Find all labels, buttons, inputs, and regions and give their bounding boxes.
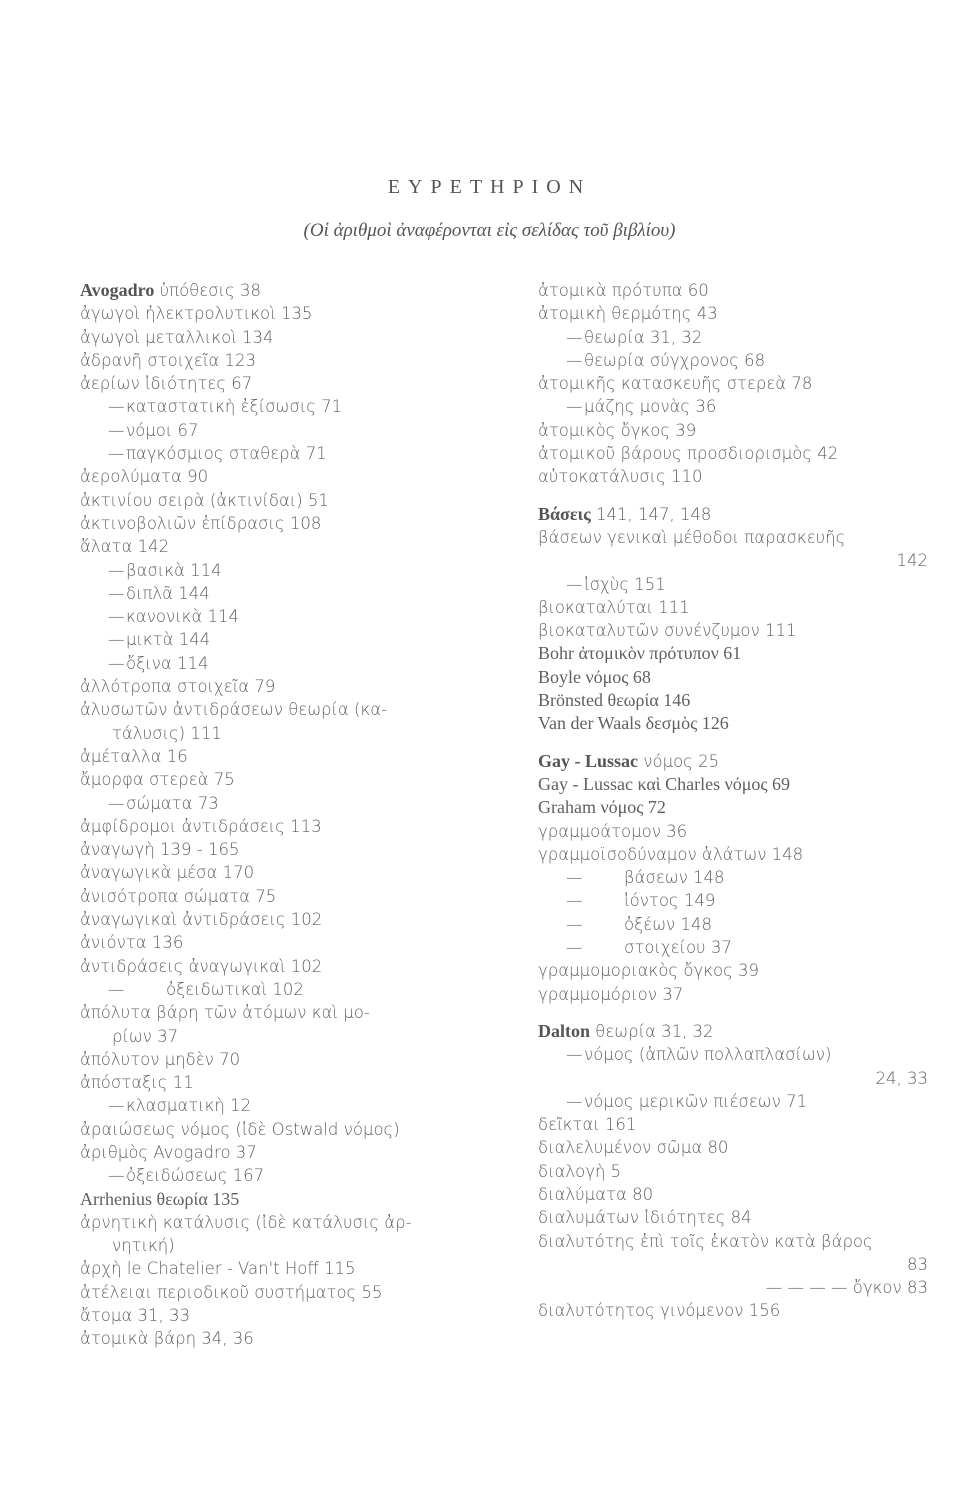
- index-entry-text: 83: [907, 1254, 928, 1274]
- index-entry-text: Gay - Lussac νόμος 25: [538, 750, 720, 771]
- index-entry: [538, 1206, 928, 1229]
- index-entry: [80, 628, 485, 651]
- index-entry: [80, 442, 485, 465]
- index-entry-text: ἀκτινίου σειρὰ (ἀκτινίδαι) 51: [80, 490, 329, 510]
- dash-marker: —: [108, 630, 125, 650]
- index-entry-text: μάζης μονὰς 36: [584, 397, 717, 417]
- index-entry-text: τάλυσις) 111: [112, 723, 222, 743]
- index-entry-text: νητική): [112, 1236, 175, 1256]
- index-entry: [538, 1113, 928, 1136]
- dash-marker: —: [108, 397, 125, 417]
- index-entry: [80, 792, 485, 815]
- index-entry-text: βιοκαταλυτῶν συνένζυμον 111: [538, 621, 797, 641]
- index-entry: [538, 1230, 928, 1253]
- index-entry: [80, 698, 485, 721]
- index-entry: [538, 1299, 928, 1322]
- dash-marker: —: [566, 574, 583, 594]
- index-entry-text: κανονικὰ 114: [126, 607, 240, 627]
- index-entry-text: Boyle νόμος 68: [538, 666, 651, 687]
- index-entry-text: ἰσχὺς 151: [584, 574, 666, 594]
- index-entry: [80, 535, 485, 558]
- index-entry-text: ἀτομικῆς κατασκευῆς στερεὰ 78: [538, 374, 813, 394]
- index-entry: [80, 605, 485, 628]
- page-subtitle: (Οἱ ἀριθμοὶ ἀναφέρονται εἰς σελίδας τοῦ βιβλίου): [303, 220, 676, 241]
- index-entry-text: ἀτομικὸς ὄγκος 39: [538, 420, 697, 440]
- index-entry-text: διαλυτότης ἐπὶ τοῖς ἑκατὸν κατὰ βάρος: [538, 1231, 873, 1251]
- index-entry-text: ὀξειδωτικαὶ 102: [166, 979, 304, 999]
- index-entry: [80, 815, 485, 838]
- index-entry: [80, 955, 485, 978]
- index-entry: [80, 1257, 485, 1280]
- index-entry: [538, 796, 928, 819]
- index-entry: [538, 913, 928, 936]
- index-entry-text: Gay - Lussac καὶ Charles νόμος 69: [538, 773, 791, 794]
- index-entry: [538, 395, 928, 418]
- index-entry-text: ἀτομικὰ βάρη 34, 36: [80, 1329, 254, 1349]
- index-entry: [80, 1001, 485, 1024]
- index-entry-text: γραμμομόριον 37: [538, 984, 684, 1004]
- index-entry: [538, 1043, 928, 1066]
- index-entry: [80, 838, 485, 861]
- index-entry-text: — — — — ὄγκον 83: [765, 1278, 928, 1298]
- index-entry: [538, 419, 928, 442]
- index-entry-text: Dalton θεωρία 31, 32: [538, 1020, 714, 1041]
- index-entry-text: ἀερολύματα 90: [80, 467, 209, 487]
- index-entry-text: ἀναγωγικὰ μέσα 170: [80, 863, 255, 883]
- index-entry: [538, 596, 928, 619]
- index-entry-text: καταστατικὴ ἐξίσωσις 71: [126, 397, 343, 417]
- index-entry: [538, 712, 928, 735]
- dash-marker: —: [108, 583, 125, 603]
- index-entry: [80, 1048, 485, 1071]
- dash-marker: —: [566, 891, 583, 911]
- index-entry-text: Brönsted θεωρία 146: [538, 690, 691, 711]
- index-entry-text: βάσεων γενικαὶ μέθοδοι παρασκευῆς: [538, 527, 846, 547]
- index-entry-text: ἀτομικοῦ βάρους προσδιορισμὸς 42: [538, 444, 839, 464]
- index-entry-text: ἀτομικὴ θερμότης 43: [538, 304, 718, 324]
- dash-marker: —: [566, 327, 583, 347]
- index-entry: [538, 666, 928, 689]
- index-entry: [538, 279, 928, 302]
- dash-marker: —: [566, 1091, 583, 1111]
- index-entry-text: ὄξινα 114: [126, 653, 209, 673]
- index-entry: [80, 1164, 485, 1187]
- dash-marker: —: [566, 914, 583, 934]
- index-entry: [80, 745, 485, 768]
- dash-marker: —: [108, 979, 125, 999]
- index-entry: [538, 689, 928, 712]
- index-entry-text: βάσεων 148: [624, 868, 725, 888]
- dash-marker: —: [108, 560, 125, 580]
- index-entry-text: ἀλυσωτῶν ἀντιδράσεων θεωρία (κα-: [80, 700, 388, 720]
- index-entry-text: Van der Waals δεσμὸς 126: [538, 713, 729, 734]
- index-entry: [538, 1020, 928, 1043]
- index-entry: [538, 573, 928, 596]
- index-entry: [538, 1136, 928, 1159]
- index-entry-text: 142: [896, 551, 928, 571]
- index-entry: [538, 936, 928, 959]
- index-entry: [80, 652, 485, 675]
- index-entry-text: ὀξέων 148: [624, 914, 712, 934]
- dash-marker: —: [108, 653, 125, 673]
- index-entry-text: ἀπόλυτα βάρη τῶν ἀτόμων καὶ μο-: [80, 1003, 370, 1023]
- index-column-left: [80, 279, 485, 1351]
- index-entry-text: νόμος μερικῶν πιέσεων 71: [584, 1091, 808, 1111]
- index-entry: [538, 349, 928, 372]
- dash-marker: —: [566, 938, 583, 958]
- index-entry-text: ἀγωγοὶ μεταλλικοὶ 134: [80, 327, 274, 347]
- index-entry: [538, 773, 928, 796]
- index-entry-text: ἀντιδράσεις ἀναγωγικαὶ 102: [80, 956, 323, 976]
- index-entry-text: ἀμφίδρομοι ἀντιδράσεις 113: [80, 816, 322, 836]
- index-entry: [80, 559, 485, 582]
- index-entry: [538, 866, 928, 889]
- index-entry-text: αὐτοκατάλυσις 110: [538, 467, 703, 487]
- index-entry-text: νόμος (ἁπλῶν πολλαπλασίων): [584, 1045, 832, 1065]
- index-entry: [538, 642, 928, 665]
- index-entry: [538, 372, 928, 395]
- index-entry: [538, 503, 928, 526]
- index-entry-text: διαλελυμένον σῶμα 80: [538, 1138, 729, 1158]
- index-entry: [538, 326, 928, 349]
- dash-marker: —: [108, 420, 125, 440]
- dash-marker: —: [108, 444, 125, 464]
- index-entry-text: ἀτομικὰ πρότυπα 60: [538, 281, 709, 300]
- index-entry: [80, 465, 485, 488]
- index-entry-text: στοιχείου 37: [624, 938, 732, 958]
- dash-marker: —: [566, 1045, 583, 1065]
- index-entry-text: παγκόσμιος σταθερὰ 71: [126, 444, 327, 464]
- index-entry-text: σώματα 73: [126, 793, 219, 813]
- index-entry: [80, 349, 485, 372]
- index-entry: [80, 419, 485, 442]
- index-entry: [80, 1281, 485, 1304]
- index-entry: [538, 1090, 928, 1113]
- dash-marker: —: [566, 397, 583, 417]
- index-entry: [80, 1188, 485, 1211]
- index-entry-text: γραμμοάτομον 36: [538, 821, 688, 841]
- index-entry: [80, 489, 485, 512]
- index-entry-text: διαλυμάτων ἰδιότητες 84: [538, 1208, 752, 1228]
- index-entry: [538, 619, 928, 642]
- index-entry: [80, 1327, 485, 1350]
- index-column-right: [538, 279, 928, 1323]
- dash-marker: —: [108, 1096, 125, 1116]
- dash-marker: —: [566, 350, 583, 370]
- index-entry: [80, 1118, 485, 1141]
- index-entry: [80, 978, 485, 1001]
- index-entry: [80, 931, 485, 954]
- index-entry: [80, 885, 485, 908]
- index-entry: [80, 768, 485, 791]
- index-entry: [538, 1160, 928, 1183]
- index-entry-text: ἀτέλειαι περιοδικοῦ συστήματος 55: [80, 1282, 383, 1302]
- index-entry: [538, 750, 928, 773]
- index-entry: [80, 1211, 485, 1234]
- index-entry-text: ἀμέταλλα 16: [80, 746, 188, 766]
- index-entry-text: ἀπόλυτον μηδὲν 70: [80, 1049, 241, 1069]
- index-entry-text: Βάσεις 141, 147, 148: [538, 503, 712, 524]
- index-entry: [538, 1067, 928, 1090]
- index-entry-text: ἀναγωγὴ 139 - 165: [80, 840, 240, 860]
- index-entry-text: ἰόντος 149: [624, 891, 716, 911]
- index-entry: [80, 675, 485, 698]
- index-entry-text: δεῖκται 161: [538, 1115, 637, 1135]
- index-entry-text: διαλογὴ 5: [538, 1161, 622, 1181]
- index-entry-text: Bohr ἀτομικὸν πρότυπον 61: [538, 643, 742, 664]
- index-entry-text: ἀνισότροπα σώματα 75: [80, 886, 277, 906]
- index-entry-text: διαλύματα 80: [538, 1184, 654, 1204]
- index-entry: [80, 302, 485, 325]
- index-entry-text: ἄμορφα στερεὰ 75: [80, 770, 235, 790]
- index-entry: [538, 889, 928, 912]
- index-entry-text: ἀριθμὸς Avogadro 37: [80, 1142, 257, 1162]
- index-entry: [538, 983, 928, 1006]
- index-entry: [80, 722, 485, 745]
- index-entry-text: ἀνιόντα 136: [80, 933, 184, 953]
- index-entry-text: Arrhenius θεωρία 135: [80, 1188, 240, 1209]
- index-entry-text: ἀπόσταξις 11: [80, 1073, 194, 1093]
- index-entry-text: γραμμομοριακὸς ὄγκος 39: [538, 961, 760, 981]
- index-entry-text: ἀερίων ἰδιότητες 67: [80, 374, 253, 394]
- index-entry: [80, 372, 485, 395]
- index-entry: [538, 1276, 928, 1299]
- index-entry-text: γραμμοϊσοδύναμον ἁλάτων 148: [538, 844, 804, 864]
- index-entry-text: ἀγωγοὶ ἠλεκτρολυτικοὶ 135: [80, 304, 313, 324]
- index-entry-text: 24, 33: [875, 1068, 928, 1088]
- index-entry-text: Avogadro ὑπόθεσις 38: [80, 280, 261, 300]
- index-entry: [80, 395, 485, 418]
- index-entry: [538, 1253, 928, 1276]
- dash-marker: —: [108, 607, 125, 627]
- index-entry: [538, 549, 928, 572]
- index-entry-text: ρίων 37: [112, 1026, 179, 1046]
- index-entry-text: θεωρία σύγχρονος 68: [584, 350, 766, 370]
- index-entry-text: βιοκαταλύται 111: [538, 597, 690, 617]
- index-entry: [538, 959, 928, 982]
- index-entry-text: ἅλατα 142: [80, 537, 170, 557]
- index-entry-text: διαλυτότητος γινόμενον 156: [538, 1301, 781, 1321]
- index-entry: [538, 302, 928, 325]
- index-entry-text: ἀραιώσεως νόμος (ἰδὲ Ostwald νόμος): [80, 1119, 400, 1139]
- index-entry-text: ἄτομα 31, 33: [80, 1306, 191, 1326]
- index-entry: [80, 1304, 485, 1327]
- index-entry: [80, 1234, 485, 1257]
- index-entry-text: ἀναγωγικαὶ ἀντιδράσεις 102: [80, 910, 323, 930]
- page-title: ΕΥΡΕΤΗΡΙΟΝ: [387, 176, 592, 198]
- index-entry: [538, 820, 928, 843]
- index-entry: [80, 1071, 485, 1094]
- index-entry-text: κλασματικὴ 12: [126, 1096, 252, 1116]
- index-entry: [538, 526, 928, 549]
- index-entry: [80, 1094, 485, 1117]
- index-entry: [80, 1025, 485, 1048]
- index-entry-text: Graham νόμος 72: [538, 797, 666, 818]
- index-entry: [80, 582, 485, 605]
- index-entry: [538, 843, 928, 866]
- index-entry-text: ἀλλότροπα στοιχεῖα 79: [80, 677, 276, 697]
- index-entry-text: νόμοι 67: [126, 420, 199, 440]
- index-entry: [80, 1141, 485, 1164]
- dash-marker: —: [566, 868, 583, 888]
- index-entry-text: ὀξειδώσεως 167: [126, 1166, 265, 1186]
- index-entry: [80, 512, 485, 535]
- index-entry-text: μικτὰ 144: [126, 630, 211, 650]
- index-entry: [538, 1183, 928, 1206]
- index-entry-text: ἀρχὴ le Chatelier - Van't Hoff 115: [80, 1259, 356, 1279]
- index-entry-text: ἀκτινοβολιῶν ἐπίδρασις 108: [80, 513, 322, 533]
- index-entry: [538, 442, 928, 465]
- index-entry-text: ἀρνητικὴ κατάλυσις (ἰδὲ κατάλυσις ἀρ-: [80, 1212, 412, 1232]
- index-entry-text: διπλᾶ 144: [126, 583, 210, 603]
- index-entry: [80, 279, 485, 302]
- index-entry: [538, 465, 928, 488]
- index-entry-text: θεωρία 31, 32: [584, 327, 703, 347]
- dash-marker: —: [108, 1166, 125, 1186]
- index-entry-text: βασικὰ 114: [126, 560, 222, 580]
- dash-marker: —: [108, 793, 125, 813]
- index-entry: [80, 908, 485, 931]
- index-entry: [80, 861, 485, 884]
- index-entry-text: ἀδρανῆ στοιχεῖα 123: [80, 350, 256, 370]
- index-entry: [80, 326, 485, 349]
